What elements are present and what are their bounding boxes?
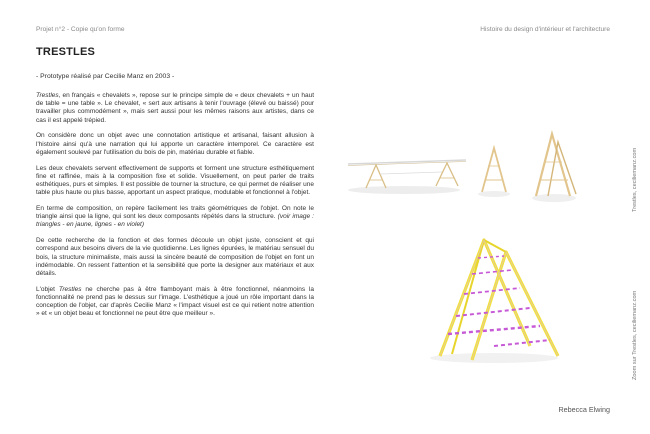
trestle-zoom-illustration (344, 228, 626, 368)
header-course-label: Histoire du design d'intérieur et l'architecture (480, 26, 610, 33)
author-name: Rebecca Elwing (558, 405, 610, 414)
paragraph-3: Les deux chevalets servent effectivement de supports et forment une structure esthétiquement fine et raffinée, mais à la composition fixe et solide. Visuellement, on peut parler de traits esthétiques, purs et simples. Il est possible de tourner la structure, ce qui permet de réaliser une table plus haute ou plus basse, apportant un aspect pratique, modulable et fonctionnel à l'objet. (36, 164, 314, 197)
paragraph-1-text: , en français « chevalets », repose sur le principe simple de « deux chevalets + un haut de table = une table ». Le chevalet, « sert aux artisans à tenir l'ouvrage (élevé ou baissé) pour travailler plus commodément », mais sert aussi pour les mêmes raisons aux artistes, dans ce cas il est appelé trépied. (36, 92, 314, 124)
paragraph-6-emphasis: Trestles (58, 285, 82, 293)
photo-1-caption: Trestles, ceciliemanz.com (632, 147, 638, 212)
page-subtitle: - Prototype réalisé par Cecilie Manz en 2003 - (36, 73, 175, 80)
paragraph-4-text: En terme de composition, on repère facilement les traits géométriques de l'objet. On note le triangle ainsi que la ligne, qui sont les deux composants répétés dans la structure. (36, 205, 314, 221)
photo-2-caption: Zoom sur Trestles, ceciliemanz.com (632, 290, 638, 380)
paragraph-6-text-b: ne cherche pas à être flamboyant mais à être fonctionnel, néanmoins la fonctionnalité ne prend pas le dessus sur l'image. L'esthétique a joué un rôle important dans la conception de l'objet, car d'après Cecilie Manz « l'impact visuel est ce qui retient notre attention » et « un objet beau et fonctionnel ne peut être que meilleur ». (36, 285, 314, 318)
page-title: TRESTLES (36, 46, 96, 58)
paragraph-6 (36, 286, 314, 319)
header-project-label: Projet n°2 - Copie qu'on forme (36, 26, 125, 33)
paragraph-5: De cette recherche de la fonction et des formes découle un objet juste, conscient et qui correspond aux besoins divers de la vie quotidienne. Les lignes épurées, le matériau sensuel du bois, la structure minimaliste, mais aussi la sincère beauté de composition de l'objet en font un indémodable. On ressent l'attention et la sensibilité que porte la designer aux matériaux et aux détails. (36, 237, 314, 278)
paragraph-1-emphasis: Trestles (36, 92, 59, 99)
paragraph-2: On considère donc un objet avec une connotation artistique et artisanal, faisant allusion à l'histoire ainsi qu'à une narration qui lui apporte un caractère intemporel. Ce caractère est également soulevé par l'utilisation du bois de pin, matériau durable et fiable. (36, 132, 314, 156)
trestles-table-illustration (344, 118, 626, 210)
trestle-zoom-photo (344, 228, 626, 368)
trestles-table-photo (344, 118, 626, 210)
paragraph-4 (36, 205, 314, 230)
paragraph-4-note: (voir image : triangles - en jaune, lignes - en violet) (36, 213, 314, 229)
body-text (36, 92, 314, 326)
paragraph-6-text-a: L'objet (36, 285, 59, 293)
paragraph-1 (36, 92, 314, 125)
